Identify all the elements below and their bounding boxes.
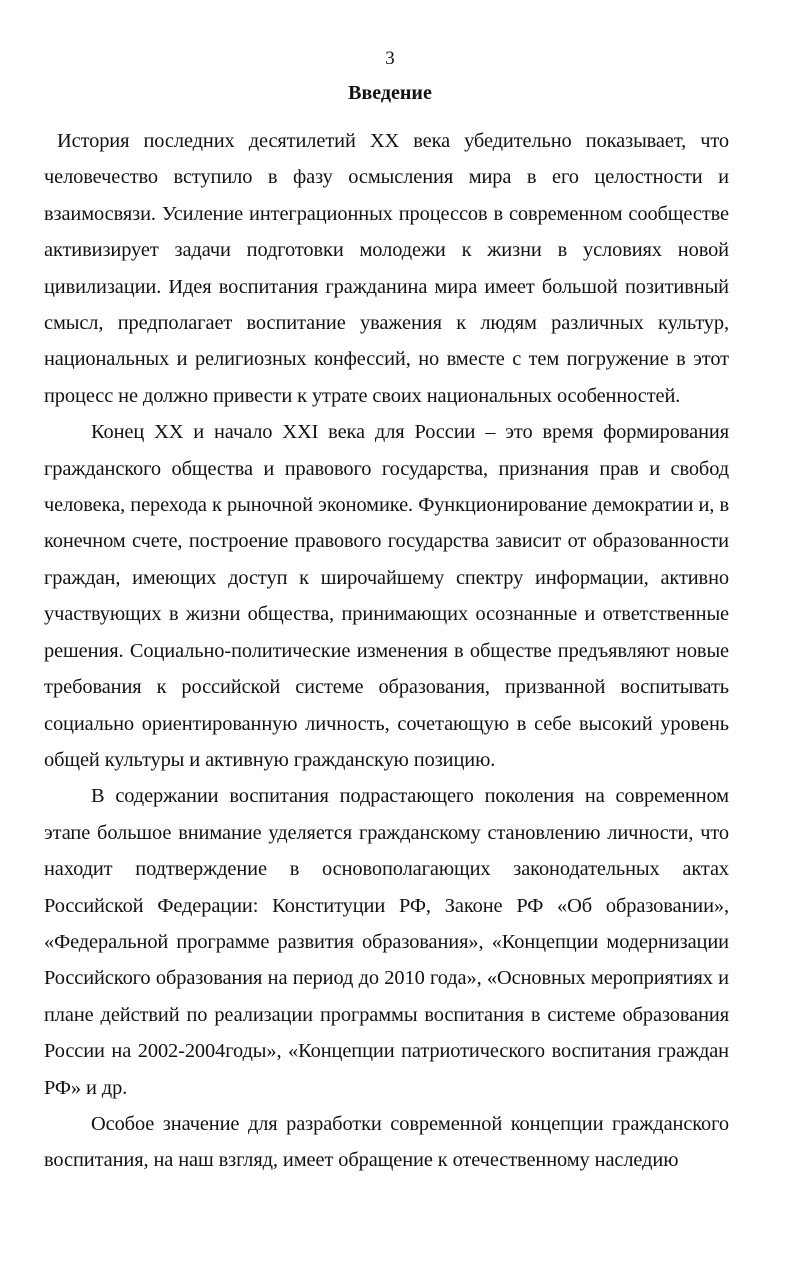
page-number: 3: [385, 48, 395, 69]
paragraph-4: Особое значение для разработки современной концепции гражданского воспитания, на наш взгляд, имеет обращение к отечественному наследию: [44, 1112, 729, 1172]
paragraph-2: Конец XX и начало XXI века для России – это время формирования гражданского общества и правового государства, признания прав и свобод человека, перехода к рыночной экономике. Функционирование демократии и, в конечном счете, построение правового государства зависит от образованности граждан, имеющих доступ к широчайшему спектру информации, активно участвующих в жизни общества, принимающих осознанные и ответственные решения. Социально-политические изменения в обществе предъявляют новые требования к российской системе образования, призванной воспитывать социально ориентированную личность, сочетающую в себе высокий уровень общей культуры и активную гражданскую позицию.: [44, 421, 729, 771]
section-heading: Введение: [348, 82, 432, 104]
paragraph-3: В содержании воспитания подрастающего поколения на современном этапе большое внимание уделяется гражданскому становлению личности, что находит подтверждение в основополагающих законодательных актах Российской Федерации: Конституции РФ, Законе РФ «Об образовании», «Федеральной программе развития образования», «Концепции модернизации Российского образования на период до 2010 года», «Основных мероприятиях и плане действий по реализации программы воспитания в системе образования России на 2002-2004годы», «Концепции патриотического воспитания граждан РФ» и др.: [44, 785, 729, 1099]
paragraph-1: История последних десятилетий XX века убедительно показывает, что человечество вступило в фазу осмысления мира в его целостности и взаимосвязи. Усиление интеграционных процессов в современном сообществе активизирует задачи подготовки молодежи к жизни в условиях новой цивилизации. Идея воспитания гражданина мира имеет большой позитивный смысл, предполагает воспитание уважения к людям различных культур, национальных и религиозных конфессий, но вместе с тем погружение в этот процесс не должно привести к утрате своих национальных особенностей.: [44, 130, 729, 407]
body-text: [44, 123, 729, 1179]
